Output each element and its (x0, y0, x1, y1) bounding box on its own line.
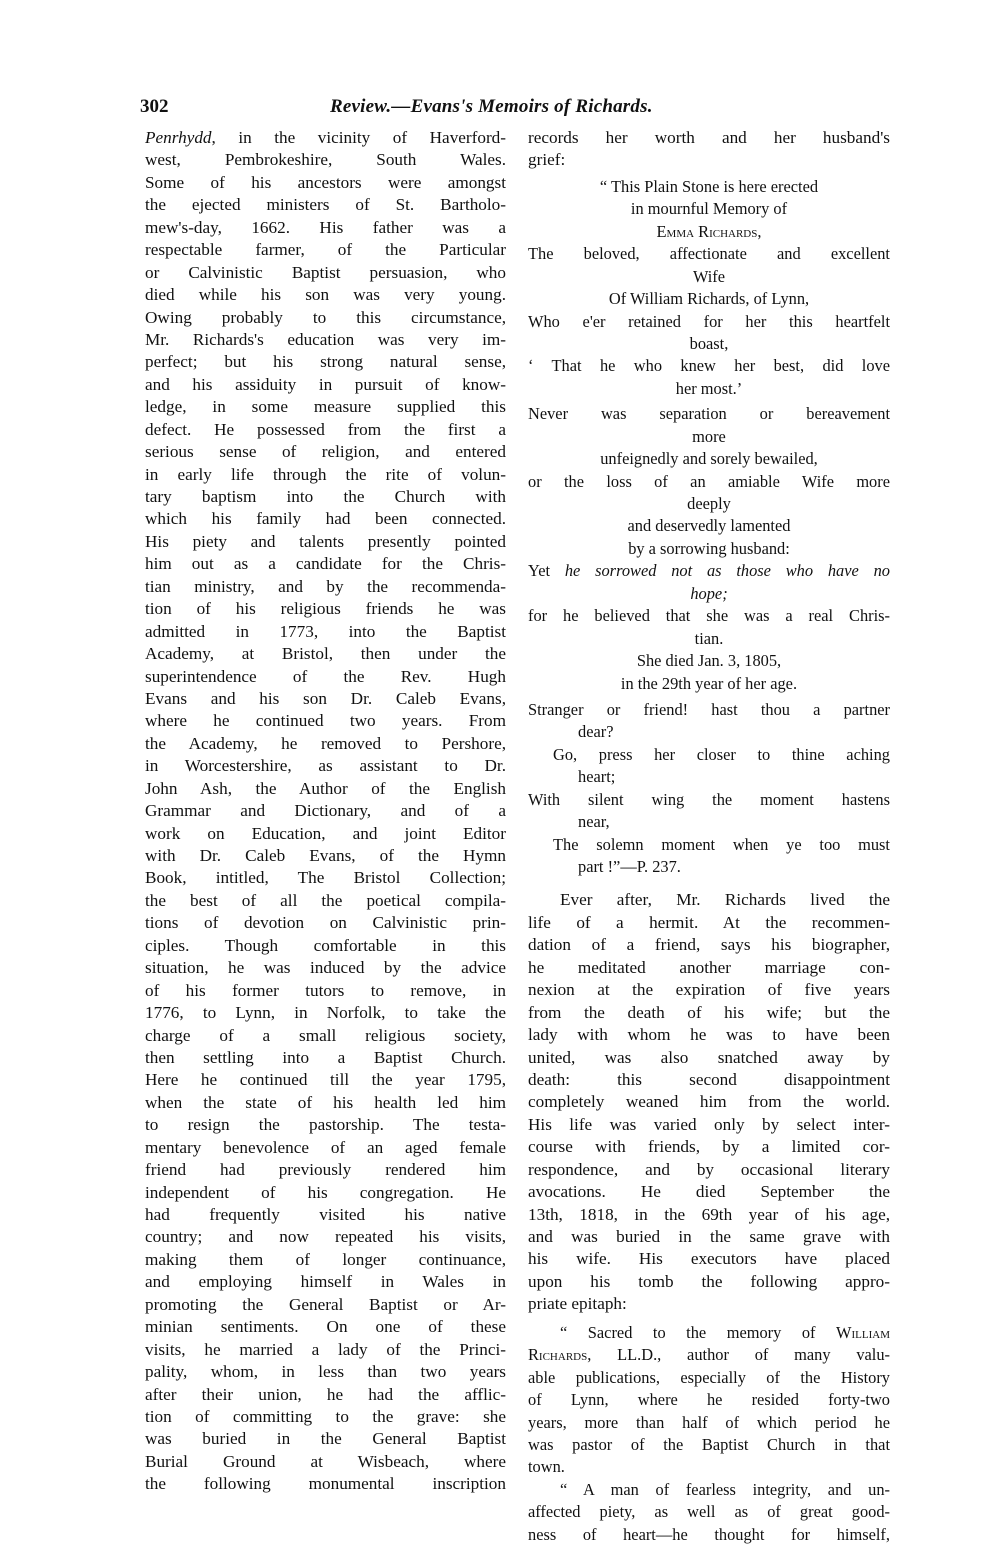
epitaph-line: able publications, especially of the History (528, 1367, 890, 1387)
text-line: 1776, to Lynn, in Norfolk, to take the (145, 1003, 506, 1023)
text-line: or Calvinistic Baptist persuasion, who (145, 262, 506, 282)
epitaph-line (528, 1322, 890, 1344)
text-line: from the death of his wife; but the (528, 1002, 890, 1022)
text-line: when the state of his health led him (145, 1092, 506, 1112)
text-line: John Ash, the Author of the English (145, 778, 506, 798)
text-line: which his family had been connected. (145, 509, 506, 529)
inscription-line: Who e'er retained for her this heartfelt (528, 311, 890, 331)
text-line: 13th, 1818, in the 69th year of his age, (528, 1204, 890, 1224)
text-line: of his former tutors to remove, in (145, 980, 506, 1000)
epitaph-line: town. (528, 1457, 565, 1477)
text-line: making them of longer continuance, (145, 1249, 506, 1269)
text-line: after their union, he had the afflic- (145, 1384, 506, 1404)
verse-line-citation: part !”—P. 237. (578, 857, 681, 876)
text-line: Owing probably to this circumstance, (145, 307, 506, 327)
text-line: him out as a candidate for the Chris- (145, 554, 506, 574)
text-line: Book, intitled, The Bristol Collection; (145, 868, 506, 888)
text-line: independent of his congregation. He (145, 1182, 506, 1202)
text-line: lady with whom he was to have been (528, 1025, 890, 1045)
text-line: his wife. His executors have placed (528, 1249, 890, 1269)
epitaph-name: William (836, 1322, 891, 1342)
inscription-line: her most.’ (675, 378, 743, 398)
text-line: Evans and his son Dr. Caleb Evans, (145, 688, 506, 708)
text-line: Grammar and Dictionary, and of a (145, 801, 506, 821)
epitaph-line: of Lynn, where he resided forty-two (528, 1390, 890, 1410)
text-line: was buried in the General Baptist (145, 1429, 506, 1449)
inscription-line: and deservedly lamented (627, 516, 791, 536)
text-line: tary baptism into the Church with (145, 487, 506, 506)
verse-line: near, (578, 812, 610, 832)
text-line: pality, whom, in less than two years (145, 1362, 506, 1382)
inscription-line: or the loss of an amiable Wife more (528, 471, 890, 491)
text-line: tion of his religious friends he was (145, 599, 506, 619)
epitaph-text: LL.D., author of many valu- (591, 1345, 890, 1365)
text-line: died while his son was very young. (145, 285, 506, 305)
text-line: with Dr. Caleb Evans, of the Hymn (145, 846, 506, 865)
text-line: in Worcestershire, as assistant to Dr. (145, 756, 506, 776)
text-line: mew's-day, 1662. His father was a (145, 217, 506, 237)
page-number: 302 (140, 96, 169, 117)
text-line: defect. He possessed from the first a (145, 419, 506, 439)
epitaph-line: was pastor of the Baptist Church in that (528, 1434, 890, 1454)
verse-line: With silent wing the moment hastens (528, 789, 890, 809)
text-line: minian sentiments. On one of these (145, 1317, 506, 1337)
inscription-yet: Yet (528, 561, 551, 581)
text-line: tions of devotion on Calvinistic prin- (145, 913, 506, 933)
text-line: nexion at the expiration of five years (528, 980, 890, 1000)
text-line: Some of his ancestors were amongst (145, 172, 506, 192)
text-line: upon his tomb the following appro- (528, 1271, 890, 1291)
epitaph-line: affected piety, as well as of great good- (528, 1502, 890, 1522)
place-name-penrhydd: Penrhydd (145, 128, 212, 147)
text-line: serious sense of religion, and entered (145, 442, 506, 462)
inscription-line: unfeignedly and sorely bewailed, (600, 449, 818, 469)
text-line: he meditated another marriage con- (528, 957, 890, 977)
spacer (528, 878, 890, 889)
right-column (528, 127, 890, 1546)
inscription-line: in mournful Memory of (630, 199, 788, 219)
text-line: promoting the General Baptist or Ar- (145, 1294, 506, 1314)
epitaph-text: “ Sacred to the memory of (560, 1322, 816, 1342)
text-line: Mr. Richards's education was very im- (145, 329, 506, 349)
text-line: then settling into a Baptist Church. (145, 1047, 506, 1067)
inscription-line (528, 560, 890, 582)
text-line: and employing himself in Wales in (145, 1272, 506, 1292)
text-line: superintendence of the Rev. Hugh (145, 666, 506, 686)
text-line: His piety and talents presently pointed (145, 531, 506, 551)
text-line: work on Education, and joint Editor (145, 823, 506, 843)
text-line: respectable farmer, of the Particular (145, 240, 506, 260)
inscription-line: by a sorrowing husband: (628, 538, 790, 558)
text-line: where he continued two years. From (145, 711, 506, 731)
text-line: Ever after, Mr. Richards lived the (560, 890, 890, 910)
text-line: the best of all the poetical compila- (145, 890, 506, 910)
running-title: Review.—Evans's Memoirs of Richards. (330, 96, 653, 117)
text-line: the following monumental inscription (145, 1474, 506, 1494)
inscription-line: in the 29th year of her age. (620, 673, 798, 693)
verse-line: Go, press her closer to thine aching (553, 744, 890, 764)
inscription-line: boast, (689, 333, 729, 353)
text-line: grief: (528, 150, 566, 170)
text-line: tion of committing to the grave: she (145, 1406, 506, 1426)
text-line: west, Pembrokeshire, South Wales. (145, 150, 506, 170)
body-paragraph (528, 889, 890, 1315)
text-line: situation, he was induced by the advice (145, 958, 506, 978)
page-header (140, 96, 905, 124)
text-line: tian ministry, and by the recommenda- (145, 576, 506, 596)
monumental-inscription (528, 176, 890, 879)
verse-line: Stranger or friend! hast thou a partner (528, 699, 890, 719)
text-line: visits, he married a lady of the Princi- (145, 1339, 506, 1359)
text-line: ciples. Though comfortable in this (145, 935, 506, 955)
epitaph-line: years, more than half of which period he (528, 1412, 890, 1432)
epitaph (528, 1322, 890, 1546)
text-line: friend had previously rendered him (145, 1160, 506, 1180)
text-line: avocations. He died September the (528, 1182, 890, 1202)
text-line: united, was also snatched away by (528, 1047, 890, 1067)
text-line: and was buried in the same grave with (528, 1227, 890, 1246)
text-line: dation of a friend, says his biographer, (528, 935, 890, 955)
inscription-line: more (692, 426, 726, 446)
inscription-italic: he sorrowed not as those who have no (564, 561, 890, 581)
text-line: course with friends, by a limited cor- (528, 1137, 890, 1157)
text-line: admitted in 1773, into the Baptist (145, 621, 506, 641)
text-line: death: this second disappointment (528, 1069, 890, 1089)
inscription-line: deeply (687, 494, 731, 513)
text-line: Academy, at Bristol, then under the (145, 644, 506, 664)
inscription-line: ‘ That he who knew her best, did love (528, 356, 890, 376)
inscription-line: Of William Richards, of Lynn, (608, 289, 810, 309)
epitaph-line: ness of heart—he thought for himself, (528, 1524, 890, 1544)
text-line: charge of a small religious society, (145, 1025, 506, 1045)
text-line: had frequently visited his native (145, 1205, 506, 1224)
verse-line: The solemn moment when ye too must (553, 834, 890, 854)
inscription-line: Wife (692, 266, 726, 286)
inscription-line: for he believed that she was a real Chris- (528, 606, 890, 626)
inscription-name: Emma Richards, (656, 221, 762, 241)
text-line: perfect; but his strong natural sense, (145, 352, 506, 372)
inscription-line: Never was separation or bereavement (528, 404, 890, 424)
inscription-line: The beloved, affectionate and excellent (528, 244, 890, 264)
text-line (145, 127, 506, 149)
text-line: to resign the pastorship. The testa- (145, 1115, 506, 1135)
text-line: mentary benevolence of an aged female (145, 1137, 506, 1157)
verse-line: dear? (578, 722, 614, 742)
epitaph-line: “ A man of fearless integrity, and un- (560, 1479, 890, 1499)
text-line: in early life through the rite of volun- (145, 464, 506, 484)
text-line: country; and now repeated his visits, (145, 1227, 506, 1247)
left-column (145, 127, 506, 1496)
epitaph-line (528, 1344, 890, 1366)
text-line: records her worth and her husband's (528, 128, 890, 147)
text-line: the Academy, he removed to Pershore, (145, 733, 506, 753)
text-line: completely weaned him from the world. (528, 1092, 890, 1112)
inscription-line: hope; (690, 583, 728, 603)
text-line: respondence, and by occasional literary (528, 1159, 890, 1179)
text-line: ledge, in some measure supplied this (145, 397, 506, 417)
text-line: Burial Ground at Wisbeach, where (145, 1451, 506, 1471)
text-line: priate epitaph: (528, 1294, 627, 1314)
text-line: and his assiduity in pursuit of know- (145, 374, 506, 394)
epitaph-surname: Richards, (528, 1345, 592, 1365)
text-line: the ejected ministers of St. Bartholo- (145, 195, 506, 215)
inscription-line: “ This Plain Stone is here erected (599, 176, 819, 196)
text-line: life of a hermit. At the recommen- (528, 912, 890, 932)
text-line: Here he continued till the year 1795, (145, 1070, 506, 1090)
verse-line: heart; (578, 767, 616, 787)
text-line: His life was varied only by select inter- (528, 1114, 890, 1134)
inscription-date: She died Jan. 3, 1805, (636, 651, 782, 671)
text-line-rest: , in the vicinity of Haverford- (211, 128, 506, 147)
inscription-line: tian. (694, 628, 724, 648)
